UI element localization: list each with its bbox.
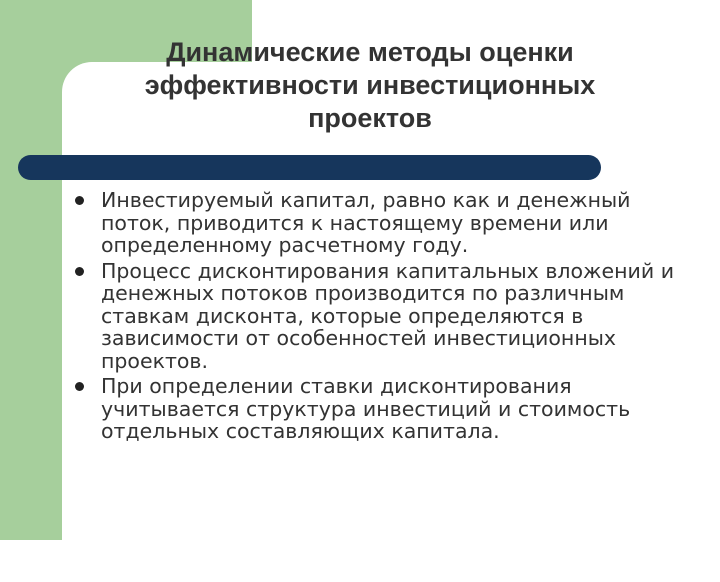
bullet-dot-icon <box>75 267 84 276</box>
bullet-list <box>75 189 675 446</box>
title-line: Динамические методы оценки <box>166 37 574 67</box>
title-line: эффективности инвестиционных <box>144 70 596 100</box>
bullet-dot-icon <box>75 382 84 391</box>
bullet-dot-icon <box>75 196 84 205</box>
bullet-item <box>75 189 675 257</box>
title-divider-bar <box>18 155 601 180</box>
title-line: проектов <box>308 103 432 133</box>
bullet-item <box>75 260 675 373</box>
bullet-text: Инвестируемый капитал, равно как и денежный поток, приводится к настоящему времени или определенному расчетному году. <box>101 188 631 257</box>
bullet-item <box>75 375 675 443</box>
bullet-text: При определении ставки дисконтирования учитывается структура инвестиций и стоимость отдельных составляющих капитала. <box>101 374 631 443</box>
bullet-text: Процесс дисконтирования капитальных вложений и денежных потоков производится по различным ставкам дисконта, которые определяются в зависимости от особенностей инвестиционных проектов. <box>101 258 675 373</box>
slide-title <box>70 36 670 135</box>
